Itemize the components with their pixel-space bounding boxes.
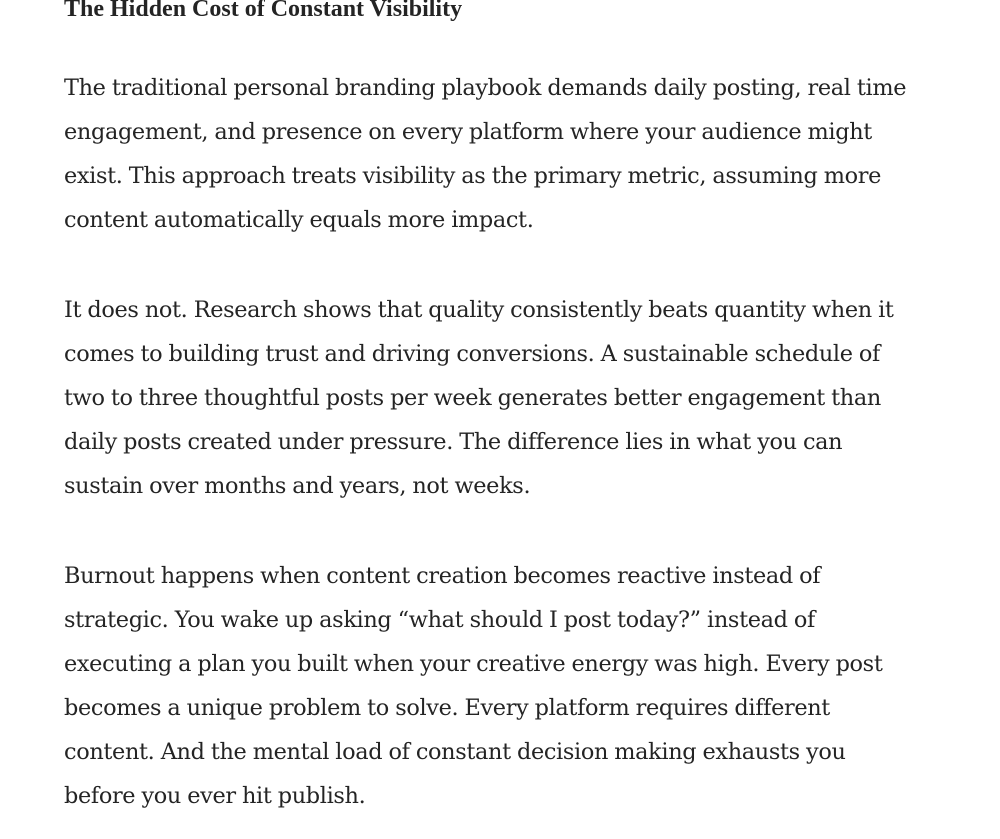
paragraph-line: becomes a unique problem to solve. Every platform requires different [64,695,830,721]
paragraph-3 [64,554,1000,818]
paragraph-line: exist. This approach treats visibility as the primary metric, assuming more [64,163,882,189]
paragraph-line: daily posts created under pressure. The difference lies in what you can [64,429,843,455]
paragraph-line: The traditional personal branding playbook demands daily posting, real time [64,75,907,101]
paragraph-1 [64,66,1000,242]
article-body [64,0,1000,818]
paragraph-line: Burnout happens when content creation becomes reactive instead of [64,563,821,589]
paragraph-line: It does not. Research shows that quality consistently beats quantity when it [64,297,894,323]
section-heading: The Hidden Cost of Constant Visibility [64,0,463,22]
paragraph-line: before you ever hit publish. [64,783,366,809]
paragraph-line: engagement, and presence on every platform where your audience might [64,119,872,145]
paragraph-line: content. And the mental load of constant decision making exhausts you [64,739,846,765]
paragraph-line: sustain over months and years, not weeks. [64,473,531,499]
paragraph-line: two to three thoughtful posts per week generates better engagement than [64,385,881,411]
paragraph-line: comes to building trust and driving conversions. A sustainable schedule of [64,341,880,367]
paragraph-line: strategic. You wake up asking “what should I post today?” instead of [64,607,815,633]
paragraph-line: executing a plan you built when your creative energy was high. Every post [64,651,883,677]
paragraph-line: content automatically equals more impact. [64,207,534,233]
paragraph-2 [64,288,1000,508]
